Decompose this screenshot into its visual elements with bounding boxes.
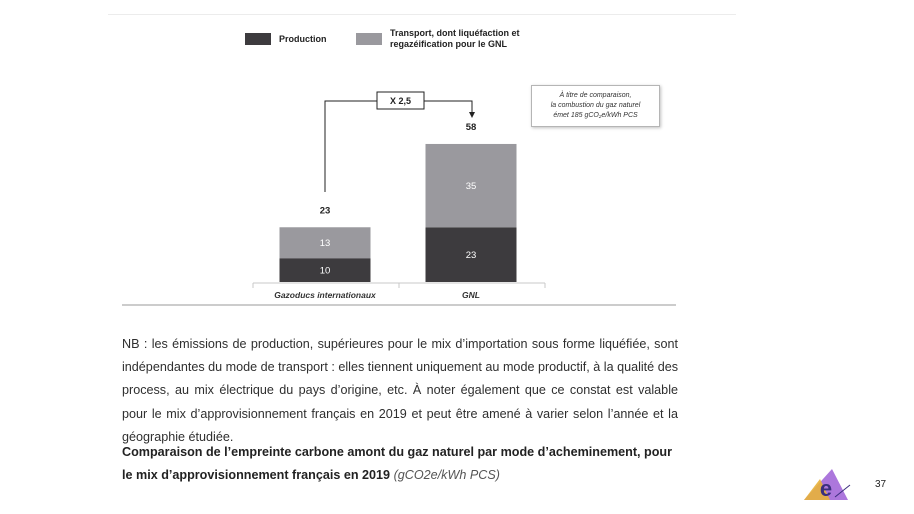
x-tick-label: Gazoducs internationaux [274,290,376,300]
comparison-note-line: émet 185 gCO₂e/kWh PCS [553,112,638,119]
bar-value-label: 23 [465,250,477,262]
legend-label-line: Production [279,34,327,44]
legend-label-line: regazéification pour le GNL [390,39,508,49]
figure-caption [122,441,682,487]
legend-label-line: Transport, dont liquéfaction et [390,28,520,38]
logo-letter: e [819,476,833,501]
page-number: 37 [875,479,887,490]
bar-total-label: 23 [319,205,331,217]
body-paragraph: NB : les émissions de production, supérieures pour le mix d’importation sous forme liquéfiée, sont indépendantes du mode de transport : elles tiennent uniquement au mode productif, à la qualité des process, au mix électrique du pays d’origine, etc. À noter également que ce constat est valable pour le mix d’approvisionnement français en 2019 et peut être amené à varier selon l’année et la géographie étudiée. [122,337,678,444]
comparison-note-line: À titre de comparaison, [559,92,632,99]
bar-value-label: 13 [319,238,331,250]
x-tick-label: GNL [462,290,480,300]
bar-total-label: 58 [465,121,477,133]
bar-value-label: 10 [319,265,331,277]
multiplier-label: X 2,5 [389,96,412,106]
figure-caption-unit: (gCO2e/kWh PCS) [393,468,500,482]
comparison-note-line: la combustion du gaz naturel [550,102,641,109]
multiplier-arrowhead [469,112,475,118]
bar-value-label: 35 [465,181,477,193]
publisher-logo [802,465,852,505]
figure-caption-text: Comparaison de l’empreinte carbone amont du gaz naturel par mode d’acheminement, pour le mix d’approvisionnement français en 2019 [122,445,673,482]
